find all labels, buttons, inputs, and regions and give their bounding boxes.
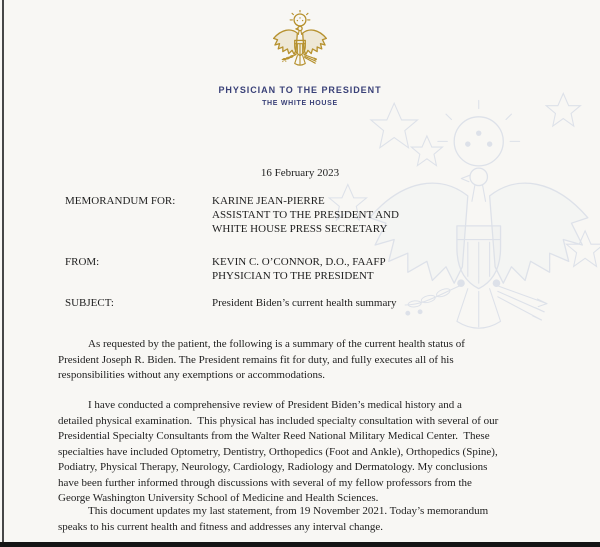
body-line: detailed physical examination. This physical has included specialty consultation with several of our	[58, 414, 499, 427]
sender-title: PHYSICIAN TO THE PRESIDENT	[212, 270, 374, 282]
scan-edge-left	[2, 0, 4, 543]
scan-edge-bottom	[0, 542, 600, 547]
body-paragraph-3	[58, 504, 488, 535]
body-line: George Washington University School of Medicine and Health Sciences.	[58, 492, 379, 504]
body-line: speaks to his current health and fitness and addresses any interval change.	[58, 520, 384, 533]
letterhead-office-title: PHYSICIAN TO THE PRESIDENT	[218, 85, 382, 95]
sender-block	[212, 255, 386, 283]
body-paragraph-2	[58, 398, 498, 507]
subject-label: SUBJECT:	[65, 297, 114, 309]
body-line: specialties have included Optometry, Dentistry, Orthopedics (Foot and Ankle), Orthopedics (Spine),	[58, 445, 498, 458]
recipient-block	[212, 194, 399, 236]
body-line: As requested by the patient, the following is a summary of the current health status of	[88, 338, 465, 350]
body-line: I have conducted a comprehensive review of President Biden’s medical history and a	[88, 399, 462, 411]
memo-date: 16 February 2023	[260, 167, 340, 179]
recipient-title-line-2: WHITE HOUSE PRESS SECRETARY	[212, 223, 388, 235]
recipient-title-line-1: ASSISTANT TO THE PRESIDENT AND	[212, 209, 399, 221]
subject-text: President Biden’s current health summary	[212, 297, 397, 309]
body-line: This document updates my last statement, from 19 November 2021. Today’s memorandum	[88, 505, 489, 517]
body-paragraph-1	[58, 337, 465, 384]
body-line: Presidential Specialty Consultants from the Walter Reed National Military Medical Center. These	[58, 430, 490, 442]
body-line: President Joseph R. Biden. The President remains fit for duty, and fully executes all of his	[58, 353, 454, 366]
recipient-name: KARINE JEAN-PIERRE	[212, 195, 325, 207]
body-line: responsibilities without any exemptions or accommodations.	[58, 369, 326, 381]
from-label: FROM:	[65, 256, 100, 268]
subject-block	[212, 296, 397, 310]
body-line: Podiatry, Physical Therapy, Neurology, Cardiology, Radiology and Dermatology. My conclusions	[58, 461, 488, 473]
presidential-seal-icon	[267, 10, 333, 80]
sender-name: KEVIN C. O’CONNOR, D.O., FAAFP	[212, 256, 386, 268]
memorandum-for-label: MEMORANDUM FOR:	[65, 195, 176, 207]
body-line: have been further informed through discussions with several of my fellow professors from the	[58, 476, 472, 489]
letterhead-org-title: THE WHITE HOUSE	[262, 100, 338, 107]
